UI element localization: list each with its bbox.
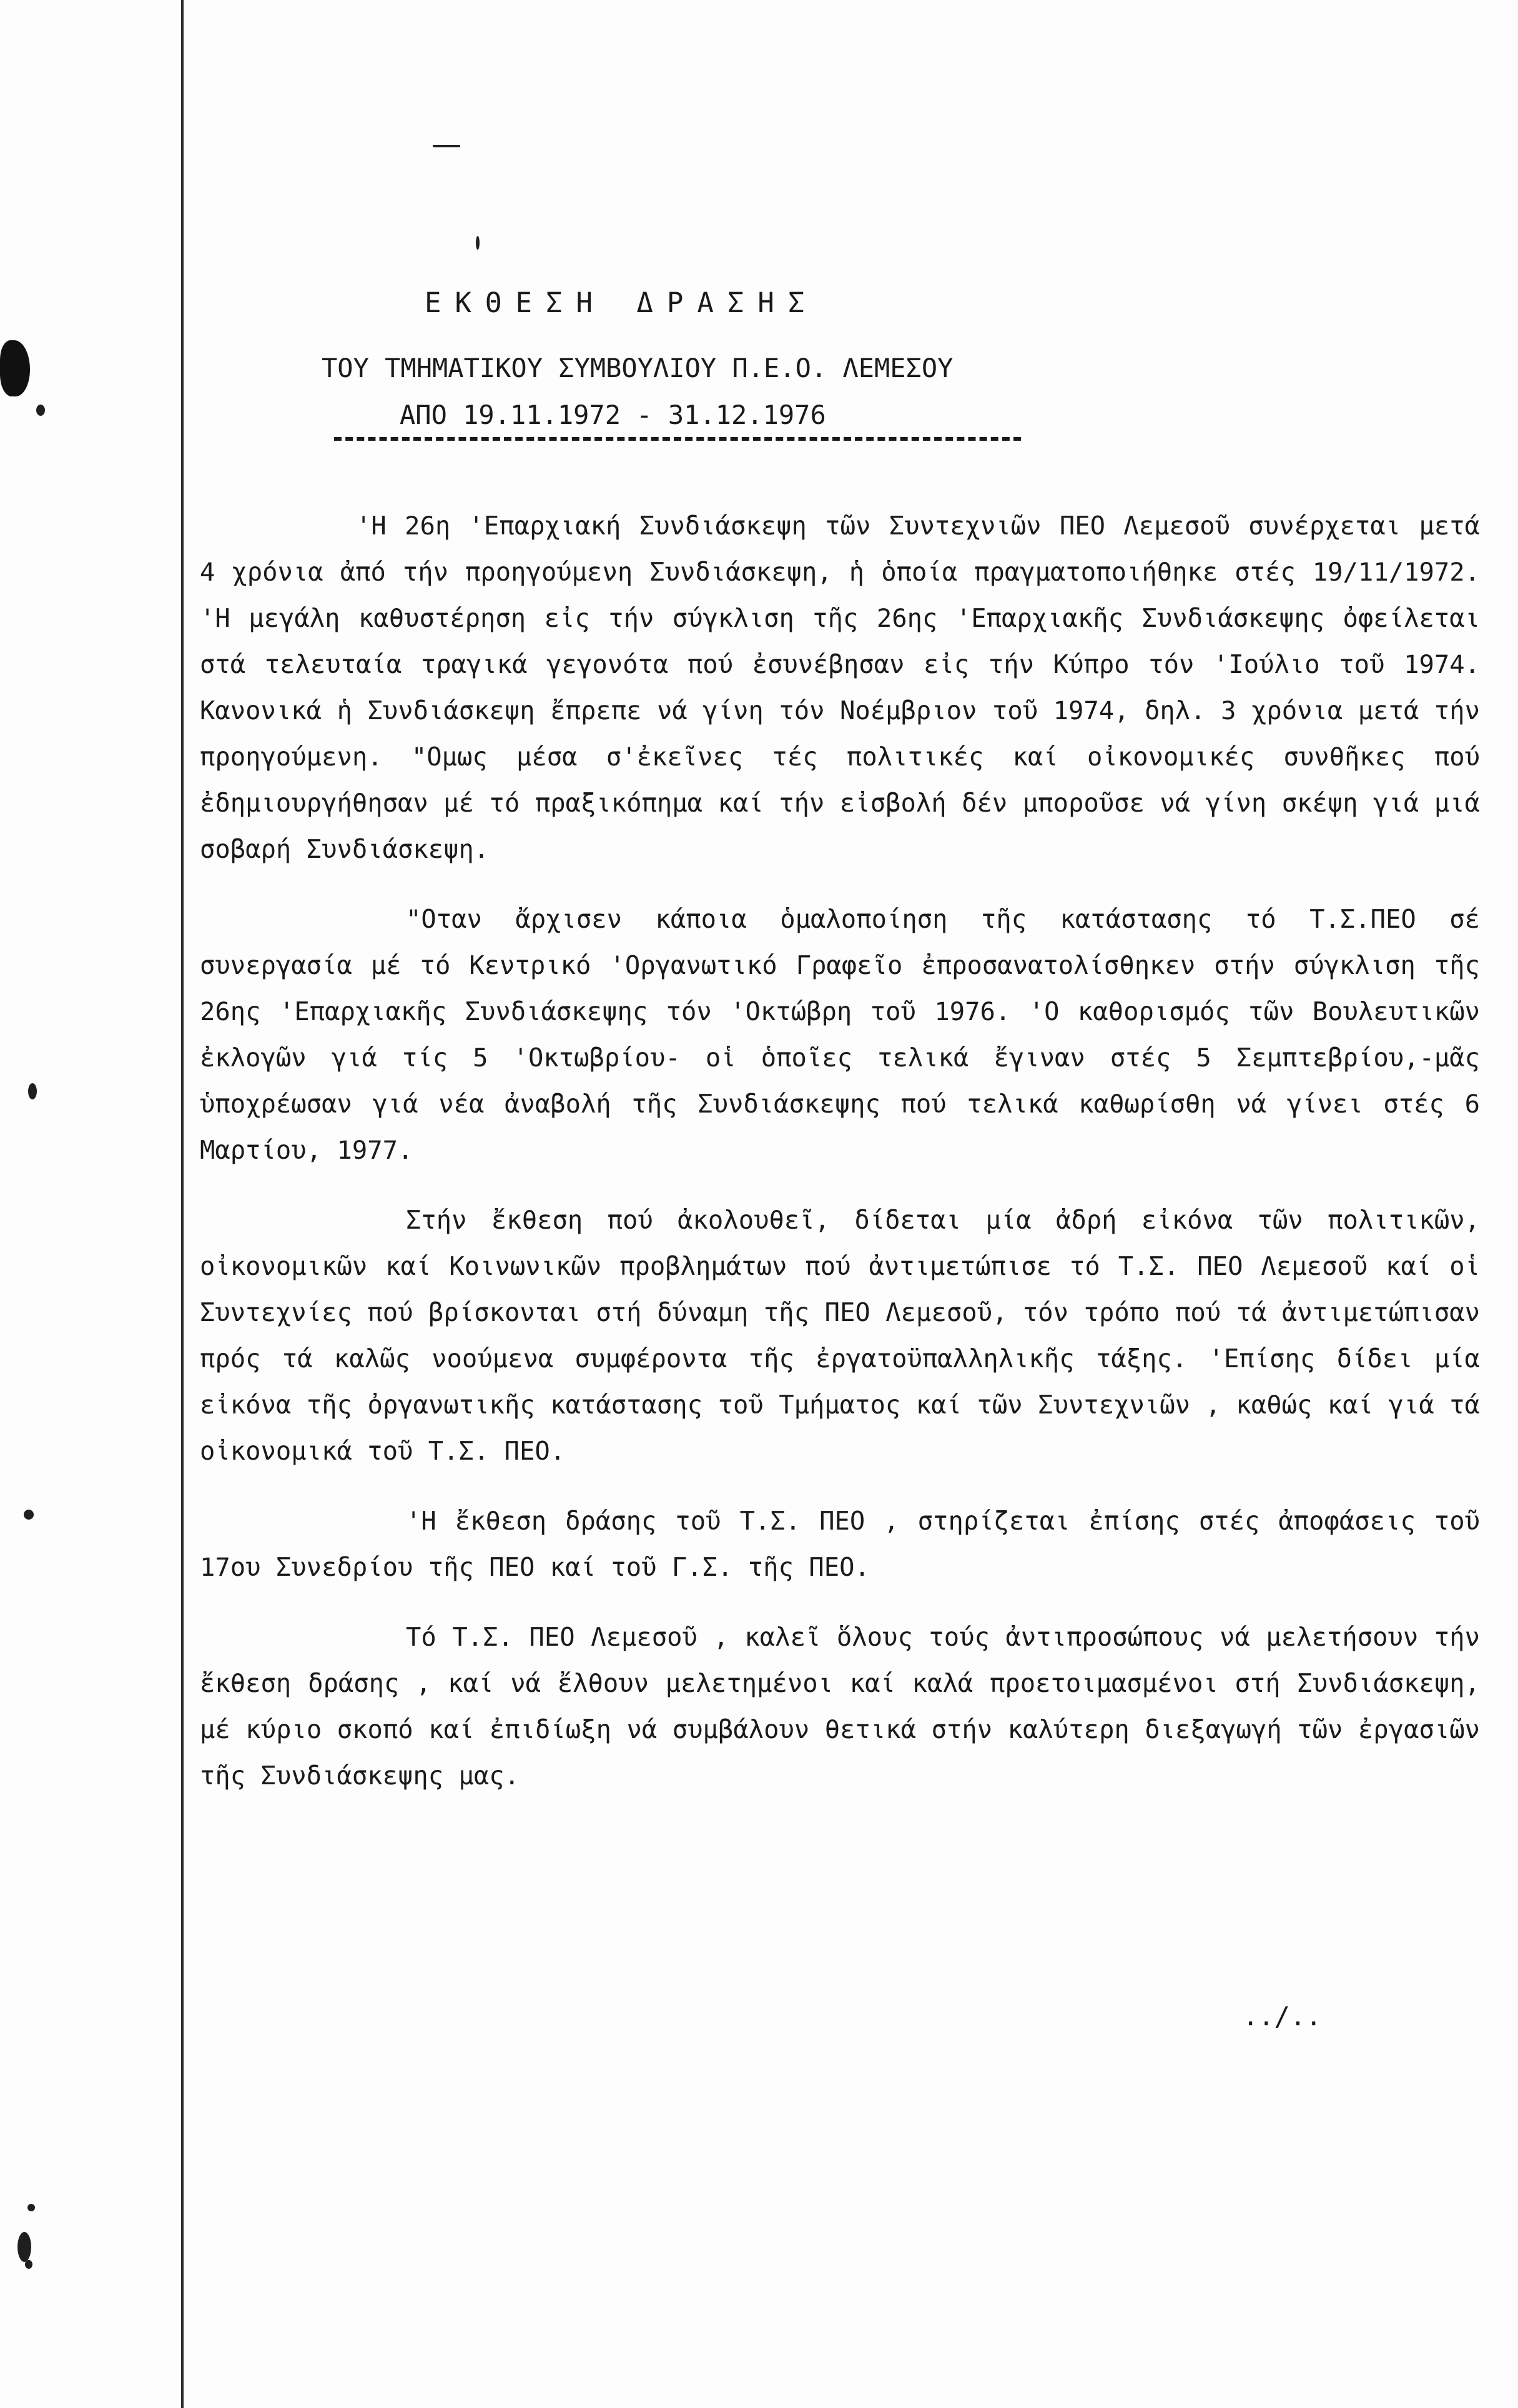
paragraph: 'Η 26η 'Επαρχιακή Συνδιάσκεψη τῶν Συντεχνιῶν ΠΕΟ Λεμεσοῦ συνέρχεται μετά 4 χρόνια ἀπό τήν προηγούμενη Συνδιάσκεψη, ἡ ὁποία πραγματοποιήθηκε στές 19/11/1972. 'Η μεγάλη καθυστέρηση εἰς τήν σύγκλιση τῆς 26ης 'Επαρχιακῆς Συνδιάσκεψης ὀφείλεται στά τελευταία τραγικά γεγονότα πού ἐσυνέβησαν εἰς τήν Κύπρο τόν 'Ιούλιο τοῦ 1974. Κανονικά ἡ Συνδιάσκεψη ἔπρεπε νά γίνη τόν Νοέμβριον τοῦ 1974, δηλ. 3 χρόνια μετά τήν προηγούμενη. "Ομως μέσα σ'ἐκεῖνες τές πολιτικές καί οἰκονομικές συνθῆκες πού ἐδημιουργήθησαν μέ τό πραξικόπημα καί τήν εἰσβολή δέν μποροῦσε νά γίνη σκέψη γιά μιά σοβαρή Συνδιάσκεψη. [200, 511, 1480, 864]
continuation-mark: ../.. [1243, 2001, 1322, 2032]
paragraph: Στήν ἔκθεση πού ἀκολουθεῖ, δίδεται μία ἀδρή εἰκόνα τῶν πολιτικῶν, οἰκονομικῶν καί Κοινωνικῶν προβλημάτων πού ἀντιμετώπισε τό Τ.Σ. ΠΕΟ Λεμεσοῦ καί οἱ Συντεχνίες πού βρίσκονται στή δύναμη τῆς ΠΕΟ Λεμεσοῦ, τόν τρόπο πού τά ἀντιμετώπισαν πρός τά καλῶς νοούμενα συμφέροντα τῆς ἐργατοϋπαλληλικῆς τάξης. 'Επίσης δίδει μία εἰκόνα τῆς ὀργανωτικῆς κατάστασης τοῦ Τμήματος καί τῶν Συντεχνιῶν , καθώς καί γιά τά οἰκονομικά τοῦ Τ.Σ. ΠΕΟ. [200, 1205, 1480, 1466]
document-title: ΕΚΘΕΣΗ ΔΡΑΣΗΣ [425, 287, 819, 319]
document-period: ΑΠΟ 19.11.1972 - 31.12.1976 [400, 400, 826, 430]
document-subtitle: ΤΟΥ ΤΜΗΜΑΤΙΚΟΥ ΣΥΜΒΟΥΛΙΟΥ Π.Ε.Ο. ΛΕΜΕΣΟΥ [322, 353, 954, 383]
ink-speck [476, 236, 480, 250]
ink-speck [28, 1083, 37, 1099]
paragraph: "Οταν ἄρχισεν κάποια ὁμαλοποίηση τῆς κατάστασης τό Τ.Σ.ΠΕΟ σέ συνεργασία μέ τό Κεντρικό 'Οργανωτικό Γραφεῖο ἐπροσανατολίσθηκεν στήν σύγκλιση τῆς 26ης 'Επαρχιακῆς Συνδιάσκεψης τόν 'Οκτώβρη τοῦ 1976. 'Ο καθορισμός τῶν Βουλευτικῶν ἐκλογῶν γιά τίς 5 'Οκτωβρίου- οἱ ὁποῖες τελικά ἔγιναν στές 5 Σεμπτεβρίου,-μᾶς ὑποχρέωσαν γιά νέα ἀναβολή τῆς Συνδιάσκεψης πού τελικά καθωρίσθη νά γίνει στές 6 Μαρτίου, 1977. [200, 904, 1480, 1165]
ink-speck [36, 405, 45, 416]
document-body [200, 503, 1480, 1799]
ink-speck [27, 2204, 35, 2211]
ink-speck [17, 2232, 31, 2262]
paragraph: Τό Τ.Σ. ΠΕΟ Λεμεσοῦ , καλεῖ ὅλους τούς ἀντιπροσώπους νά μελετήσουν τήν ἔκθεση δράσης , καί νά ἔλθουν μελετημένοι καί καλά προετοιμασμένοι στή Συνδιάσκεψη, μέ κύριο σκοπό καί ἐπιδίωξη νά συμβάλουν θετικά στήν καλύτερη διεξαγωγή τῶν ἐργασιῶν τῆς Συνδιάσκεψης μας. [200, 1622, 1480, 1791]
ink-speck [24, 1510, 34, 1520]
left-margin-line [181, 0, 184, 2408]
title-underline [334, 437, 1021, 441]
paragraph: 'Η ἔκθεση δράσης τοῦ Τ.Σ. ΠΕΟ , στηρίζεται ἐπίσης στές ἀποφάσεις τοῦ 17ου Συνεδρίου τῆς ΠΕΟ καί τοῦ Γ.Σ. τῆς ΠΕΟ. [200, 1506, 1480, 1582]
ink-blot [0, 340, 30, 396]
ink-speck [25, 2260, 32, 2269]
ink-speck [433, 145, 460, 147]
